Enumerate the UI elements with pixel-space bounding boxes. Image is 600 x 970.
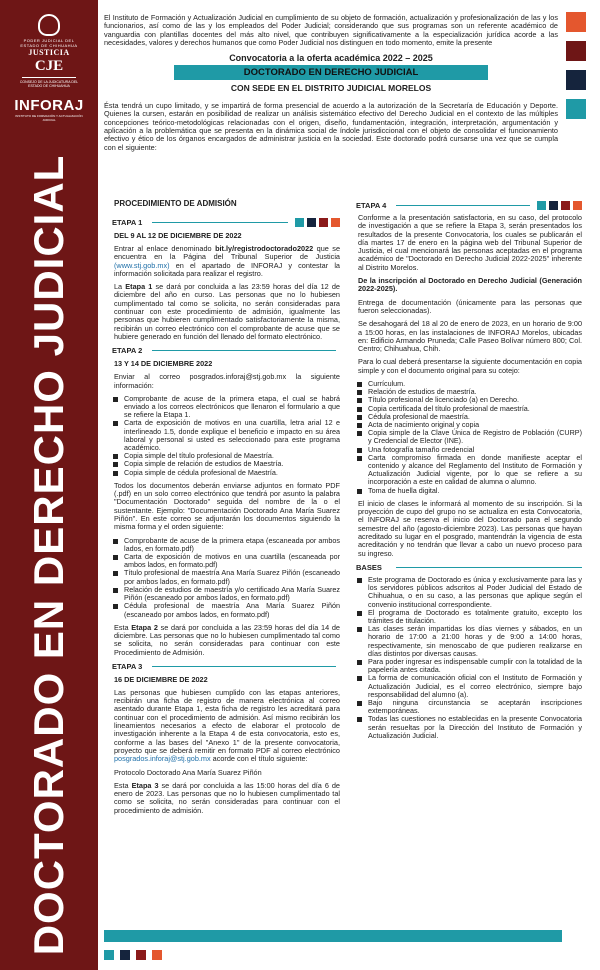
list-item: Copia simple de cédula profesional de Maestría. (112, 469, 340, 477)
bottom-band (104, 930, 562, 942)
inforaj-logo-text: INFORAJ (14, 97, 84, 114)
list-item: Copia simple de relación de estudios de Maestría. (112, 460, 340, 468)
orange-square (566, 12, 586, 32)
list-item: Carta de exposición de motivos en una cuartilla (escaneada por ambos lados, en formato.pdf) (112, 553, 340, 569)
etapa1-label: ETAPA 1 (112, 218, 143, 227)
darkred-square (319, 218, 328, 227)
text: Etapa 3 (131, 780, 159, 790)
inforaj-logo (14, 97, 84, 122)
etapa2-deadline (112, 624, 340, 657)
list-item: Copia simple de la Clave Única de Registro de Población (CURP) y Credencial de Elector (INE). (356, 429, 582, 445)
navy-square (307, 218, 316, 227)
divider (396, 205, 530, 206)
text: en el apartado de INFORAJ y contestar la información solicitada para realizar el registro. (114, 260, 340, 278)
documents-list (356, 380, 582, 495)
etapa2-label: ETAPA 2 (112, 346, 143, 356)
divider (152, 222, 288, 223)
text: Esta (114, 622, 132, 632)
etapa2-date: 13 Y 14 DE DICIEMBRE 2022 (114, 359, 213, 369)
etapa4-header (356, 201, 582, 210)
text: se dará por concluida a las 23:59 horas del día 12 de diciembre del año en curso. Las personas que no lo hubiesen cumplimentado tal como se solicita, no serán consideradas para continuar con este procedimiento de admisión, igualmente las personas que hubieren cumplimentado satisfactoriamente la misma, recibirán un correo electrónico con el comprobante de acuse que se hubiere generado en función del llenado del formato electrónico. (114, 282, 340, 341)
logo-pj-line2: JUSTICIA (28, 48, 70, 57)
list-item: Una fotografía tamaño credencial (356, 446, 582, 454)
etapa4-label: ETAPA 4 (356, 201, 387, 210)
list-item: Las clases serán impartidas los días viernes y sábados, en un horario de 17:00 a 21:00 horas y de 9:00 a 14:00 horas, respectivamente, sin menoscabo de que pudieren realizarse en días distintos por diversas causas. (356, 625, 582, 658)
sede-title: CON SEDE EN EL DISTRITO JUDICIAL MORELOS (230, 83, 432, 94)
list-item: Bajo ninguna circunstancia se aceptarán inscripciones extemporáneas. (356, 699, 582, 715)
list-item: Relación de estudios de maestría y/o certificado Ana María Suarez Piñón (escaneado por ambos lados, en formato.pdf) (112, 586, 340, 602)
etapa4-docs-intro: Para lo cual deberá presentarse la siguiente documentación en copia simple y con el documento original para su cotejo: (358, 357, 582, 375)
logo-pj-line1: PODER JUDICIAL DEL ESTADO DE CHIHUAHUA (20, 38, 78, 48)
etapa2-header (112, 346, 340, 355)
etapa4-delivery: Entrega de documentación (únicamente para las personas que fueron seleccionadas). (358, 297, 582, 315)
etapa1-deadline (112, 283, 340, 341)
list-item: Título profesional de licenciado (a) en Derecho. (356, 396, 582, 404)
divider (396, 567, 582, 568)
list-item: Comprobante de acuse de la primera etapa, el cual se habrá enviado a los correos electrónicos que llenaron el formulario a que se refiere la Etapa 1. (112, 395, 340, 420)
decorative-squares (566, 12, 586, 128)
inforaj-logo-subtext: INSTITUTO DE FORMACIÓN Y ACTUALIZACIÓN JUDICIAL (15, 114, 83, 122)
etapa4-schedule: Se desahogará del 18 al 20 de enero de 2023, en un horario de 9:00 a 15:00 horas, en las instalaciones de INFORAJ Morelos, ubicadas en: Edificio Armando Pruneda; Calle Paseo Bolívar número 800; Col. Centro; Chihuahua, Chih. (358, 319, 582, 354)
intro-paragraph: El Instituto de Formación y Actualización Judicial en cumplimiento de su objeto de formación, actualización y profesionalización de las y los funcionarios, así como de las y los empleados del Poder Judicial; considerando que sus programas son un referente académico de vanguardia con plantillas docentes del más alto nivel, que contribuyen significativamente a la especialización jurídica acorde a las necesidades, valores y derechos humanos que como Poder Judicial nos distinguen en todo momento, emite la presente (104, 13, 558, 47)
bases-list (356, 576, 582, 740)
etapa3-paragraph (112, 689, 340, 764)
text: Entrar al enlace denominado (114, 244, 216, 253)
left-column (112, 199, 340, 820)
text: acorde con el título siguiente: (210, 754, 308, 764)
orange-square (331, 218, 340, 227)
registration-link[interactable]: bit.ly/registrodoctorado2022 (215, 244, 314, 253)
navy-square (549, 201, 558, 210)
description-paragraph: Ésta tendrá un cupo limitado, y se impartirá de forma presencial de acuerdo a la autorización de la Secretaría de Educación y Deporte. Quienes la cursen, estarán en posibilidad de realizar un análisis sistemático efectivo del Derecho Judicial en el contexto de las múltiples concepciones teórico-metodológicas relacionadas con el origen, diseño, fundamentación, integración, interpretación, argumentación y aplicación a la problemática que se presenta en la dinámica social de índole jurisdiccional con el objeto de consolidar el funcionamiento efectivo y ético de los órganos encargados de administrar justicia en la sociedad. Este doctorado podrá cursarse una vez que se cumpla con el siguiente: (104, 101, 558, 152)
cje-logo-text: CJE (34, 58, 64, 74)
etapa4-classes-start: El inicio de clases le informará al momento de su inscripción. Si la proyección de cupo del grupo no se actualiza en esta Convocatoria, el INFORAJ se reserva el inicio del Doctorado para el segundo semestre del año (agosto-diciembre 2023). Las personas que hayan acreditado su lugar en el posgrado, mantendrán la vigencia de esta acreditación y no tendrán que llevar a cabo un nuevo proceso para su ingreso. (358, 498, 582, 558)
maroon-square (566, 41, 586, 61)
convocatoria-title: Convocatoria a la oferta académica 2022 – 2025 (229, 53, 433, 64)
etapa4-paragraph: Conforme a la presentación satisfactoria, en su caso, del protocolo de investigación a que se refiere la Etapa 3, serán presentados los resultados de la presente Convocatoria, los cuales se publicarán el día martes 17 de enero en la página web del Tribunal Superior de Justicia, el cual mencionará las personas aceptadas en el programa académico de "Doctorado en Derecho Judicial 2022-2025" inherente al Distrito Morelos. (358, 213, 582, 272)
program-title: DOCTORADO EN DERECHO JUDICIAL (174, 65, 488, 80)
sidebar (0, 0, 98, 970)
darkred-square (136, 950, 146, 960)
navy-square (120, 950, 130, 960)
text: La (114, 282, 126, 292)
list-item: Copia simple del título profesional de Maestría. (112, 452, 340, 460)
cje-logo (16, 58, 82, 88)
etapa1-paragraph (112, 245, 340, 278)
list-item: Cédula profesional de maestría. (356, 413, 582, 421)
etapa3-deadline (112, 782, 340, 815)
etapa3-header (112, 662, 340, 671)
list-item: La forma de comunicación oficial con el Instituto de Formación y Actualización Judicial, es el correo electrónico, siempre bajo responsabilidad del alumno (a). (356, 674, 582, 699)
text: Esta (114, 780, 132, 790)
vertical-title: DOCTORADO EN DERECHO JUDICIAL (25, 154, 72, 956)
orange-square (573, 201, 582, 210)
navy-square (566, 70, 586, 90)
etapa2-paragraph: Enviar al correo posgrados.inforaj@stj.gob.mx la siguiente información: (114, 372, 340, 390)
orange-square (152, 950, 162, 960)
list-item: Currículum. (356, 380, 582, 388)
list-item: Para poder ingresar es indispensable cumplir con la totalidad de la papelería antes citada. (356, 658, 582, 674)
list-item: Cédula profesional de maestría Ana María Suarez Piñón (escaneado por ambos lados, en formato.pdf) (112, 602, 340, 618)
poder-judicial-logo (16, 14, 82, 57)
teal-square (295, 218, 304, 227)
list-item: Este programa de Doctorado es única y exclusivamente para las y los servidores públicos adscritos al Poder Judicial del Estado de Chihuahua, o en su caso, a las personas que aplique según el convenio institucional correspondiente. (356, 576, 582, 609)
list-item: Copia certificada del título profesional de maestría. (356, 405, 582, 413)
right-column (356, 199, 582, 745)
list-item: Toma de huella digital. (356, 487, 582, 495)
email-link[interactable]: posgrados.inforaj@stj.gob.mx (114, 754, 211, 764)
list-item: Todas las cuestiones no establecidas en la presente Convocatoria serán resueltas por la Dirección del Instituto de Formación y Actualización Judicial. (356, 715, 582, 740)
bases-label: BASES (356, 562, 382, 572)
divider (152, 350, 336, 351)
list-item: Título profesional de maestría Ana María Suarez Piñón (escaneado por ambos lados, en formato.pdf) (112, 569, 340, 585)
darkred-square (561, 201, 570, 210)
list-item: Relación de estudios de maestría. (356, 388, 582, 396)
divider (22, 77, 76, 78)
website-link[interactable]: (www.stj.gob.mx) (114, 260, 170, 270)
etapa1-date: DEL 9 AL 12 DE DICIEMBRE DE 2022 (114, 231, 242, 240)
cje-logo-subtext: CONSEJO DE LA JUDICATURA DEL ESTADO DE CHIHUAHUA (19, 80, 79, 88)
etapa2-list (112, 395, 340, 477)
list-item: Carta de exposición de motivos en una cuartilla, letra arial 12 e interlineado 1.5, donde explique el beneficio e impacto en su área laboral y personal si usted es seleccionado para este programa académico. (112, 419, 340, 452)
list-item: El programa de Doctorado es totalmente gratuito, excepto los trámites de titulación. (356, 609, 582, 625)
text: Etapa 2 (131, 622, 158, 632)
list-item: Carta compromiso firmada en donde manifieste aceptar el contenido y alcance del Reglamento del Instituto de Formación y Actualización Judicial vigente, por lo que se refiere a su incorporación a este en calidad de alumna o alumno. (356, 454, 582, 487)
teal-square (566, 99, 586, 119)
list-item: Acta de nacimiento original y copia (356, 421, 582, 429)
divider (152, 666, 336, 667)
text: Etapa 1 (125, 282, 153, 292)
text: Las personas que hubiesen cumplido con las etapas anteriores, recibirán una ficha de registro de manera electrónica al correo asentado durante Etapa 1, esta ficha de registro les acreditará para continuar con el procedimiento de admisión. Así mismo recibirán los lineamientos necesarios a efecto de elaborar el protocolo de investigación inherente a la Etapa 4 de esta convocatoria, esto es, conforme a las bases del "Anexo 1" de la presente convocatoria, proyecto que se deberá remitir en formato PDF al correo electrónico (114, 687, 340, 755)
etapa3-protocol-title: Protocolo Doctorado Ana María Suarez Piñón (114, 767, 262, 777)
text: se dará por concluida a las 15:00 horas del día 6 de enero de 2023. Las personas que no lo hubiesen cumplimentado tal como se solicita, no serán consideradas para continuar con el procedimiento de admisión. (114, 780, 340, 815)
bases-header (356, 563, 582, 572)
text: se dará por concluida a las 23:59 horas del día 14 de diciembre. Las personas que no lo hubiesen cumplimentado tal como se solicita, no serán consideradas para continuar con este Procedimiento de Admisión. (114, 622, 340, 657)
procedure-title: PROCEDIMIENTO DE ADMISIÓN (114, 199, 237, 208)
etapa1-header (112, 218, 340, 227)
etapa2-order-list (112, 537, 340, 619)
list-item: Comprobante de acuse de la primera etapa (escaneada por ambos lados, en formato.pdf) (112, 537, 340, 553)
etapa3-label: ETAPA 3 (112, 661, 143, 671)
teal-square (537, 201, 546, 210)
teal-square (104, 950, 114, 960)
text: que se encuentra en la Página del Tribunal Superior de Justicia (114, 244, 341, 262)
etapa2-format-paragraph: Todos los documentos deberán enviarse adjuntos en formato PDF (.pdf) en un solo correo electrónico que tendrá por asunto la palabra "Documentación Doctorado" seguida del nombre de la o el sustentante. Ejemplo: "Documentación Doctorado Ana María Suarez Piñón". En este correo se adjuntarán los documentos siguiendo la misma forma y el orden siguiente: (114, 480, 340, 532)
inscription-title: De la inscripción al Doctorado en Derecho Judicial (Generación 2022-2025). (358, 276, 582, 294)
header-section (104, 14, 558, 164)
etapa3-date: 16 DE DICIEMBRE DE 2022 (114, 674, 208, 684)
seal-icon (38, 14, 60, 36)
